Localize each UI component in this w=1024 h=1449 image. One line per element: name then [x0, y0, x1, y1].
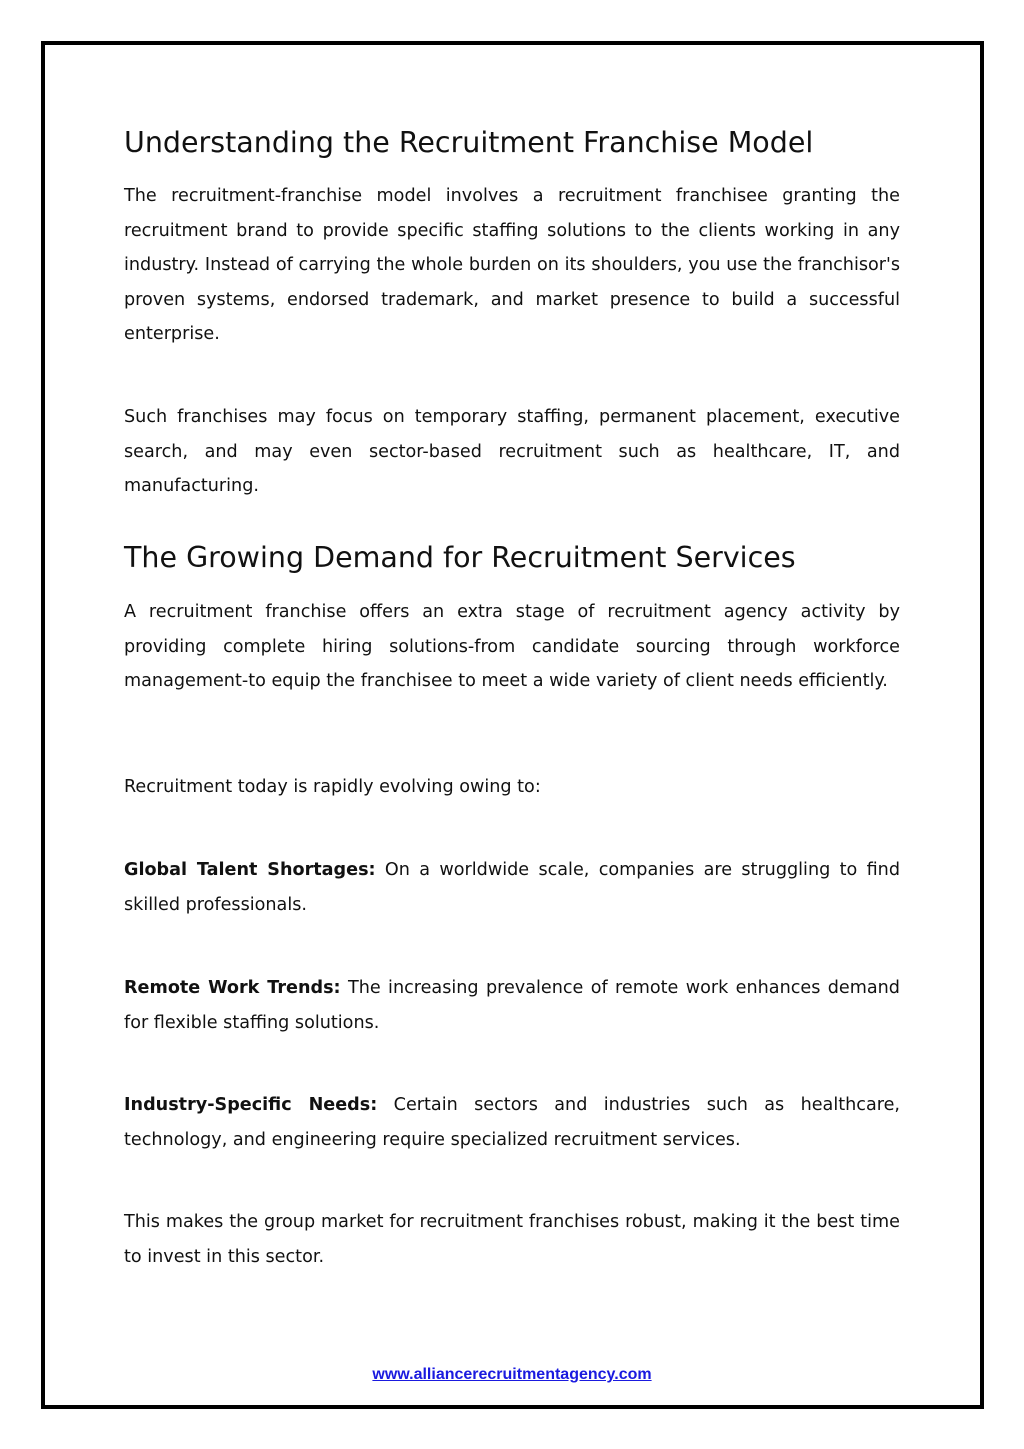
- point-term: Remote Work Trends:: [124, 978, 341, 998]
- point-remote-work: [124, 971, 900, 1040]
- paragraph-franchise-intro: The recruitment-franchise model involves a recruitment franchisee granting the recruitment brand to provide specific staffing solutions to the clients working in any industry. Instead of carrying the whole burden on its shoulders, you use the franchisor's proven systems, endorsed trademark, and market presence to build a successful enterprise.: [124, 186, 900, 344]
- website-link[interactable]: www.alliancerecruitmentagency.com: [372, 1366, 652, 1383]
- point-text: Certain sectors and industries such as healthcare, technology, and engineering require specialized recruitment services.: [124, 1095, 900, 1150]
- point-global-talent: [124, 853, 900, 922]
- paragraph-conclusion: This makes the group market for recruitment franchises robust, making it the best time to invest in this sector.: [124, 1212, 900, 1267]
- point-industry-needs: [124, 1088, 900, 1157]
- heading-franchise-model: Understanding the Recruitment Franchise Model: [124, 126, 814, 159]
- paragraph-evolving: Recruitment today is rapidly evolving owing to:: [124, 777, 541, 797]
- heading-growing-demand: The Growing Demand for Recruitment Services: [124, 541, 796, 574]
- point-text: On a worldwide scale, companies are struggling to find skilled professionals.: [124, 860, 901, 915]
- paragraph-franchise-focus: Such franchises may focus on temporary staffing, permanent placement, executive search, and may even sector-based recruitment such as healthcare, IT, and manufacturing.: [124, 407, 900, 496]
- point-term: Industry-Specific Needs:: [124, 1095, 378, 1115]
- paragraph-demand-intro: A recruitment franchise offers an extra stage of recruitment agency activity by providing complete hiring solutions-from candidate sourcing through workforce management-to equip the franchisee to meet a wide variety of client needs efficiently.: [124, 602, 900, 691]
- footer: [0, 1366, 1024, 1384]
- point-text: The increasing prevalence of remote work enhances demand for flexible staffing solutions.: [124, 978, 900, 1033]
- point-term: Global Talent Shortages:: [124, 860, 376, 880]
